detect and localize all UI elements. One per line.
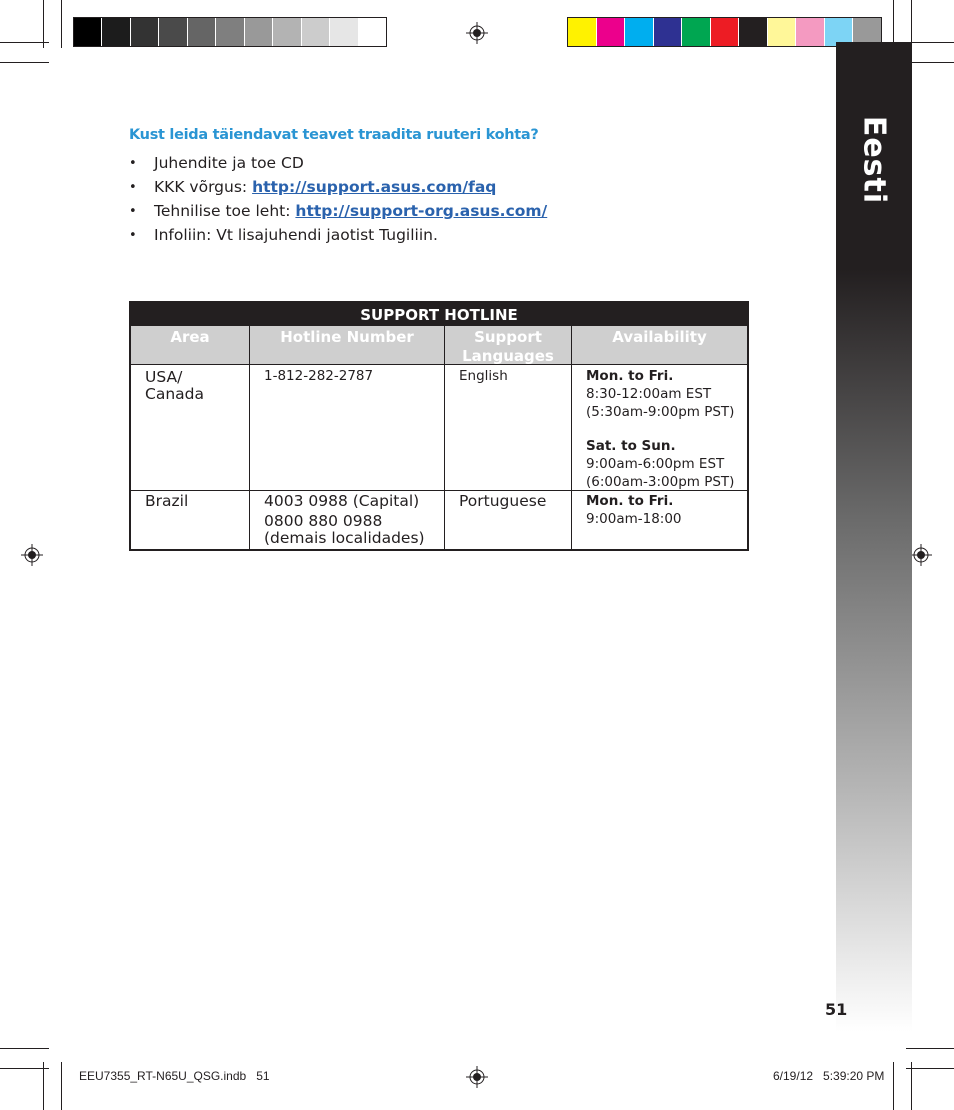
crop-mark [61,1062,62,1110]
registration-mark-icon [910,544,932,566]
color-swatch [624,18,653,46]
language-tab-label: Eesti [856,115,892,205]
color-swatch [738,18,767,46]
crop-mark [61,0,62,48]
color-swatch [130,18,158,46]
crop-mark [906,42,954,43]
registration-mark-icon [466,1066,488,1088]
list-item-text: KKK võrgus: [154,178,253,196]
color-swatch [681,18,710,46]
gray-calibration-bar [73,17,387,47]
availability-hours: 9:00am-6:00pm EST [586,456,725,472]
color-swatch [568,18,596,46]
color-swatch [244,18,272,46]
list-item [129,223,547,247]
availability-cell [572,365,747,490]
color-swatch [329,18,357,46]
color-swatch [158,18,186,46]
color-swatch [101,18,129,46]
availability-hours: (5:30am-9:00pm PST) [586,404,735,420]
hotline-number: 0800 880 0988 (demais localidades) [264,512,425,547]
list-item-text: Tehnilise toe leht: [154,202,296,220]
list-item [129,199,547,223]
page-number: 51 [825,1000,848,1019]
color-swatch [710,18,739,46]
availability-cell [572,491,747,549]
crop-mark [0,1068,49,1069]
area-cell: Brazil [131,491,250,549]
language-cell: English [445,365,572,490]
column-header-area: Area [131,326,250,364]
faq-link[interactable]: http://support.asus.com/faq [252,178,497,196]
crop-mark [893,0,894,48]
crop-mark [0,62,49,63]
color-calibration-bar [567,17,882,47]
bullet-icon: • [129,155,137,171]
column-header-hotline-number: Hotline Number [250,326,445,364]
info-heading: Kust leida täiendavat teavet traadita ruuteri kohta? [129,127,539,143]
crop-mark [911,0,912,48]
registration-mark-icon [21,544,43,566]
color-swatch [653,18,682,46]
table-row [131,364,747,490]
crop-mark [43,0,44,48]
crop-mark [906,1068,954,1069]
print-timestamp: 6/19/12 5:39:20 PM [773,1069,885,1083]
bullet-icon: • [129,203,137,219]
column-header-support-languages: Support Languages [445,326,572,364]
support-site-link[interactable]: http://support-org.asus.com/ [295,202,548,220]
crop-mark [893,1062,894,1110]
color-swatch [767,18,796,46]
list-item-text: Juhendite ja toe CD [154,154,304,172]
area-cell: USA/ Canada [131,365,250,490]
crop-mark [0,42,49,43]
list-item [129,175,547,199]
list-item-text: Infoliin: Vt lisajuhendi jaotist Tugiliin. [154,226,438,244]
color-swatch [187,18,215,46]
color-swatch [74,18,101,46]
language-cell: Portuguese [445,491,572,549]
color-swatch [795,18,824,46]
hotline-number-cell [250,491,445,549]
availability-day-range: Mon. to Fri. [586,493,674,509]
crop-mark [906,62,954,63]
bullet-icon: • [129,227,137,243]
color-swatch [596,18,625,46]
color-swatch [272,18,300,46]
table-header-row [131,326,747,364]
list-item [129,151,547,175]
hotline-number: 1-812-282-2787 [264,368,374,384]
info-list [129,151,547,247]
availability-day-range: Sat. to Sun. [586,438,676,454]
print-file-name: EEU7355_RT-N65U_QSG.indb 51 [79,1069,270,1083]
availability-hours: (6:00am-3:00pm PST) [586,474,735,490]
table-row [131,490,747,549]
availability-hours: 9:00am-18:00 [586,511,682,527]
hotline-number: 4003 0988 (Capital) [264,492,420,510]
crop-mark [911,1062,912,1110]
table-title: SUPPORT HOTLINE [131,303,747,326]
availability-hours: 8:30-12:00am EST [586,386,712,402]
color-swatch [301,18,329,46]
column-header-availability: Availability [612,328,707,346]
registration-mark-icon [466,22,488,44]
bullet-icon: • [129,179,137,195]
color-swatch [358,18,386,46]
color-swatch [215,18,243,46]
support-hotline-table [129,301,749,551]
hotline-number-cell [250,365,445,490]
crop-mark [906,1048,954,1049]
crop-mark [0,1048,49,1049]
crop-mark [43,1062,44,1110]
availability-day-range: Mon. to Fri. [586,368,674,384]
